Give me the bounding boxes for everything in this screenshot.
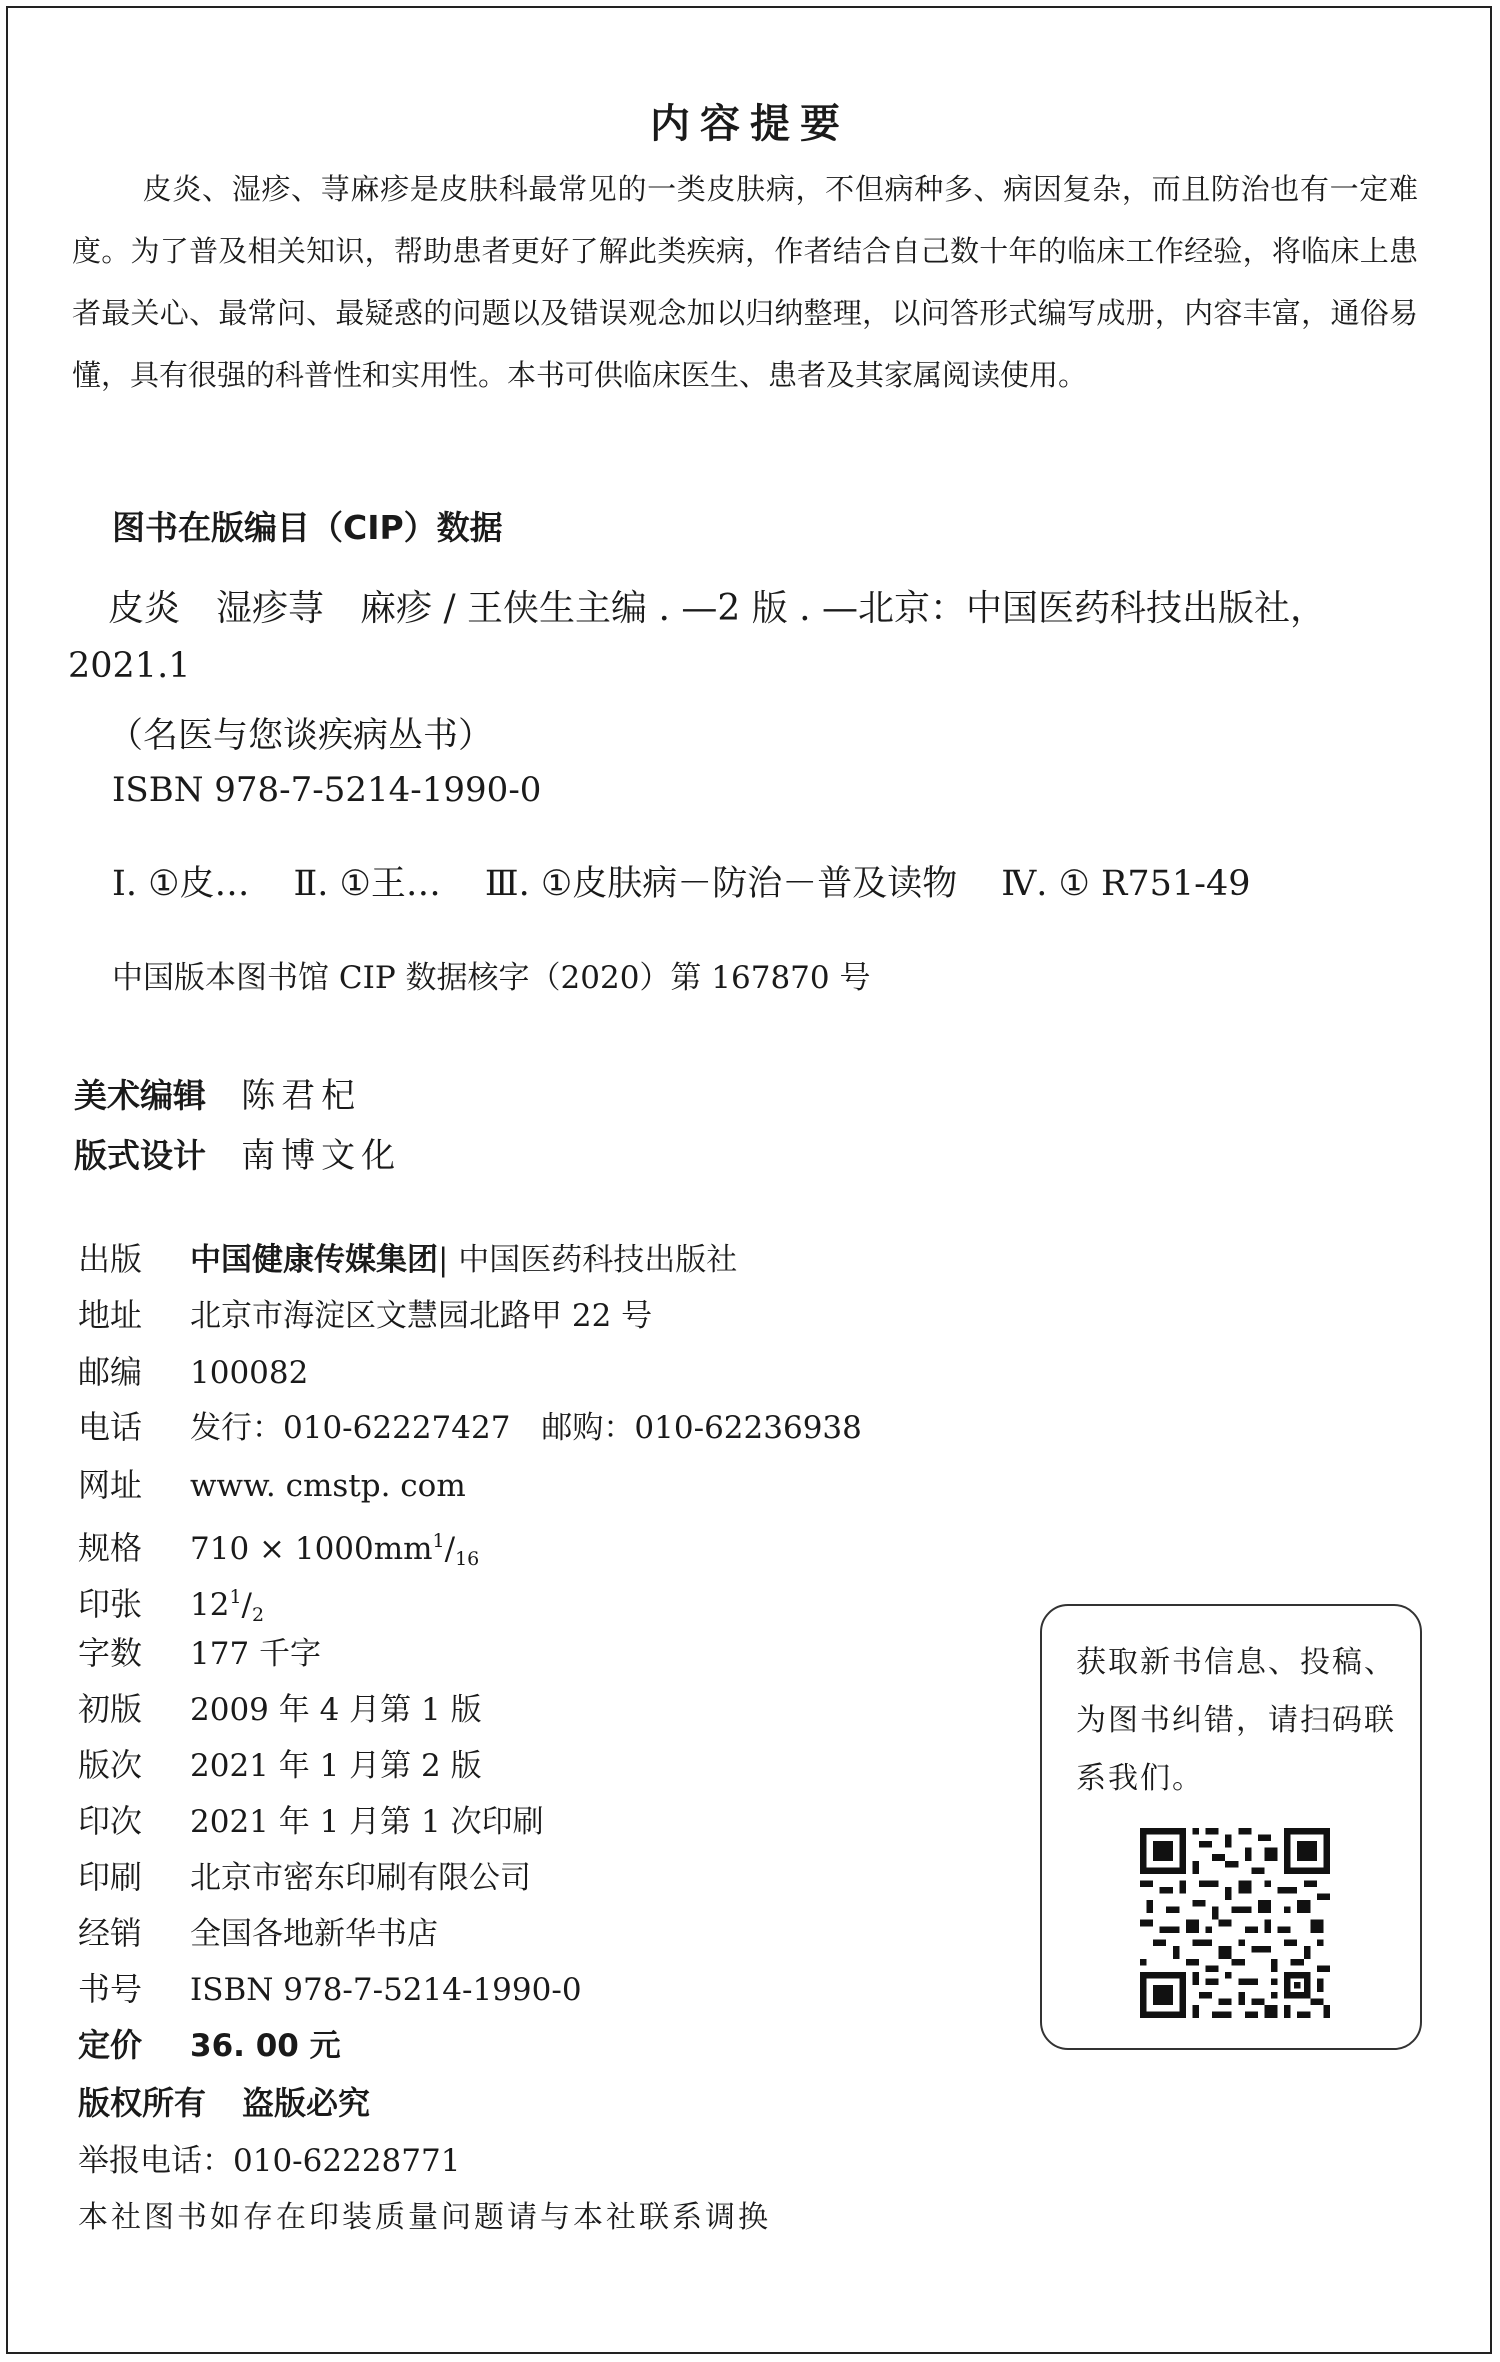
info-value: 全国各地新华书店 [190, 1916, 438, 1952]
info-row-impression [78, 1798, 544, 1844]
summary-line: 写成册，内容丰富，通俗易懂，具有很强的科普性和实用性。本书可供临床医生、患者及其家属 [72, 296, 1418, 392]
qr-contact-text: 获取新书信息、投稿、为图书纠错，请扫码联系我们。 [1076, 1645, 1396, 1796]
info-label: 经销 [78, 1914, 143, 1952]
summary-line: 阅读使用。 [942, 358, 1088, 392]
summary-line: 皮炎、湿疹、荨麻疹是皮肤科最常见的一类皮肤病，不但病种多、病因复杂，而且防治也 [142, 172, 1300, 206]
info-row-address [78, 1292, 652, 1338]
fraction-numerator: 1 [229, 1586, 242, 1608]
cip-class-3: Ⅲ. ①皮肤病－防治－普及读物 [484, 864, 958, 904]
info-value: 2009 年 4 月第 1 版 [190, 1692, 482, 1728]
cip-date-line: 2021.1 [68, 646, 191, 686]
cip-class-1: Ⅰ. ①皮… [112, 864, 250, 904]
info-row-sheets: 印张 $12^1/_2$ [78, 1574, 264, 1620]
info-row-first-edition [78, 1686, 482, 1732]
info-row-distributor [78, 1910, 438, 1956]
info-label: 出版 [78, 1240, 143, 1278]
cip-class-2: Ⅱ. ①王… [293, 864, 441, 904]
summary-line: 经验，将临床上患者最关心、最常问、最疑惑的问题以及错误观念加以归纳整理，以问答形式编 [72, 234, 1418, 330]
info-value: 100082 [190, 1355, 309, 1391]
info-value: 177 千字 [190, 1636, 322, 1672]
info-label: 网址 [78, 1466, 143, 1504]
info-label: 定价 [78, 2026, 143, 2064]
qr-contact-box [1040, 1604, 1422, 2050]
quality-notice: 本社图书如存在印装质量问题请与本社联系调换 [78, 2200, 771, 2235]
publisher-name: | 中国医药科技出版社 [438, 1242, 738, 1278]
cip-record-number: 中国版本图书馆 CIP 数据核字（2020）第 167870 号 [112, 960, 871, 996]
cip-classification [112, 856, 1295, 906]
info-label: 地址 [78, 1296, 143, 1334]
info-label: 初版 [78, 1690, 143, 1728]
info-label: 电话 [78, 1408, 143, 1446]
cip-title-line: 皮炎 湿疹荨 麻疹 / 王侠生主编 . —2 版 . —北京：中国医药科技出版社， [108, 588, 1327, 629]
info-value: 北京市密东印刷有限公司 [190, 1860, 531, 1896]
fraction-denominator: 16 [455, 1548, 480, 1570]
art-editor [74, 1068, 361, 1117]
info-row-words [78, 1630, 321, 1676]
info-label: 印张 [78, 1585, 143, 1623]
info-value: ISBN 978-7-5214-1990-0 [190, 1972, 582, 2008]
info-row-book-number [78, 1966, 582, 2012]
publisher-group: 中国健康传媒集团 [190, 1242, 438, 1278]
info-label: 印刷 [78, 1858, 143, 1896]
info-value: 发行：010-62227427 邮购：010-62236938 [190, 1410, 862, 1446]
cip-isbn: ISBN 978-7-5214-1990-0 [112, 770, 542, 810]
info-row-website [78, 1462, 466, 1508]
info-row-format: 规格 $710 \times 1000mm^1/_{16}$ [78, 1518, 479, 1564]
info-row-edition [78, 1742, 482, 1788]
layout-designer-label: 版式设计 [74, 1136, 206, 1175]
info-label: 邮编 [78, 1353, 143, 1391]
layout-designer [74, 1128, 401, 1177]
info-value: 2021 年 1 月第 1 次印刷 [190, 1804, 544, 1840]
cip-class-4: Ⅳ. ① R751-49 [1001, 864, 1251, 904]
info-value: 北京市海淀区文慧园北路甲 22 号 [190, 1298, 653, 1334]
info-label: 规格 [78, 1529, 143, 1567]
summary-title: 内容提要 [650, 101, 850, 147]
piracy-text: 盗版必究 [242, 2084, 371, 2122]
info-value: 710 × 1000mm [190, 1531, 433, 1567]
art-editor-label: 美术编辑 [74, 1076, 206, 1115]
info-value: 12 [190, 1587, 230, 1623]
report-phone: 举报电话：010-62228771 [78, 2143, 461, 2179]
fraction-denominator: 2 [252, 1604, 265, 1626]
info-label: 印次 [78, 1802, 143, 1840]
info-row-publisher [78, 1236, 737, 1282]
price-value: 36. 00 元 [190, 2028, 341, 2064]
summary-text [72, 158, 1418, 406]
website-link[interactable]: www. cmstp. com [190, 1468, 466, 1504]
info-row-printer [78, 1854, 531, 1900]
art-editor-value: 陈君杞 [241, 1076, 362, 1116]
summary-line: 有一定难度。为了普及相关知识，帮助患者更好了解此类疾病，作者结合自己数十年的临床工作 [72, 172, 1418, 268]
copyright-notice [78, 2078, 370, 2124]
layout-designer-value: 南博文化 [241, 1136, 402, 1176]
copyright-text: 版权所有 [78, 2084, 207, 2122]
info-row-phone [78, 1404, 862, 1450]
fraction-numerator: 1 [432, 1530, 445, 1552]
info-row-price [78, 2022, 341, 2068]
info-row-postcode [78, 1349, 308, 1395]
info-label: 版次 [78, 1746, 143, 1784]
info-value: 2021 年 1 月第 2 版 [190, 1748, 482, 1784]
info-label: 书号 [78, 1970, 143, 2008]
info-label: 字数 [78, 1634, 143, 1672]
cip-heading: 图书在版编目（CIP）数据 [112, 508, 503, 547]
qr-code-icon[interactable] [1140, 1828, 1330, 2018]
cip-series: （名医与您谈疾病丛书） [108, 716, 494, 756]
